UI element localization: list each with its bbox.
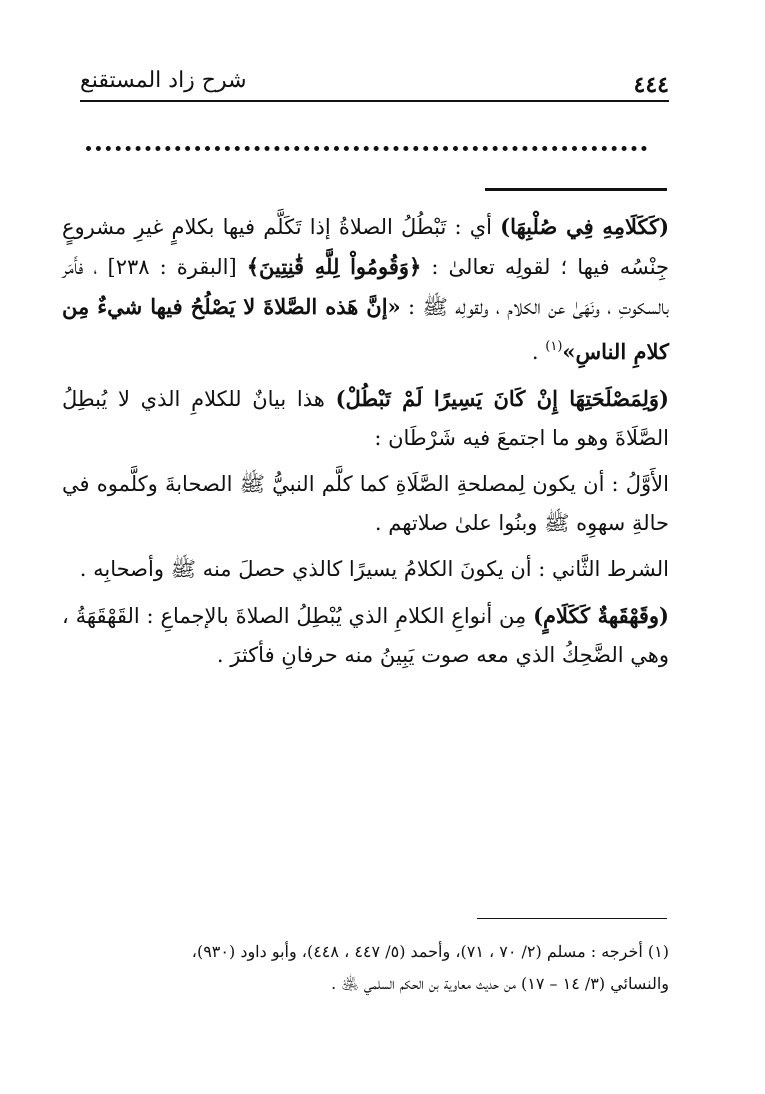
quran-verse: ﴿وَقُومُواْ لِلَّهِ قَٰنِتِينَ﴾ xyxy=(246,254,422,279)
footnotes xyxy=(62,936,669,1000)
section-rule xyxy=(485,188,667,191)
page-header xyxy=(80,56,669,102)
commentary-text: هذا بيانٌ للكلامِ الذي لا يُبطِلُ الصَّلَاةَ وهو ما اجتمعَ فيه شَرْطَان : xyxy=(62,387,669,450)
paragraph-2 xyxy=(62,379,669,458)
paragraph-4: الشرط الثَّاني : أن يكونَ الكلامُ يسيرًا كالذي حصلَ منه ﷺ وأصحابِه . xyxy=(79,557,669,581)
page-number: ٤٤٤ xyxy=(633,72,669,98)
commentary-text: مِن أنواعِ الكلامِ الذي يُبْطِلُ الصلاةَ بالإجماعِ : القَهْقَهَةُ ، وهي الضَّحِكُ الذي معه صوت يَبِينُ منه حرفانِ فأكثرَ . xyxy=(62,604,669,667)
matn-term-1: (كَكَلَامِهِ فِي صُلْبِهَا) xyxy=(500,214,669,239)
hadith-text: «إنَّ هَذه الصَّلاةَ لا يَصْلُحُ فيها شيءٌ مِن كلامِ الناسِ» xyxy=(62,294,669,364)
main-text xyxy=(62,207,669,675)
paragraph-1 xyxy=(62,207,669,372)
commentary-text: ، فأَمَر بالسكوتِ ، ونَهَىٰ عن الكلام ، ولقولِه ﷺ : xyxy=(62,255,669,319)
matn-term-2: (وَلِمَصْلَحَتِهَا إِنْ كَانَ يَسِيرًا لَمْ تَبْطُلْ) xyxy=(335,386,669,411)
footnote-rule xyxy=(477,918,667,919)
dotted-separator xyxy=(86,146,647,155)
matn-term-3: (وقَهْقَهةٌ كَكَلَامٍ) xyxy=(533,603,669,628)
paragraph-5 xyxy=(62,596,669,675)
footnote-1-line-2: والنسائي (٣/ ١٤ – ١٧) من حديث معاوية بن الحكم السلمي ﵁ . xyxy=(331,974,669,993)
footnote-marker: (١) xyxy=(545,339,563,354)
book-title: شرح زاد المستقنع xyxy=(80,68,247,93)
paragraph-3: الأَوَّلُ : أن يكون لِمصلحةِ الصَّلَاةِ كما كلَّم النبيُّ ﷺ الصحابةَ وكلَّموه في حالةِ سهوِه ﷺ وبنُوا علىٰ صلاتهم . xyxy=(62,472,669,535)
footnote-1-line-1: (١) أخرجه : مسلم (٢/ ٧٠ ، ٧١)، وأحمد (٥/ ٤٤٧ ، ٤٤٨)، وأبو داود (٩٣٠)، xyxy=(191,942,669,961)
commentary-text: . xyxy=(531,340,546,364)
commentary-text: أي : تَبْطُلُ الصلاةُ إذا تَكَلَّم فيها بكلامٍ غيرِ مشروعٍ جِنْسُه فيها ؛ لقولِه تعالىٰ : xyxy=(62,215,670,279)
verse-reference: [البقرة : ٢٣٨] xyxy=(107,255,247,279)
